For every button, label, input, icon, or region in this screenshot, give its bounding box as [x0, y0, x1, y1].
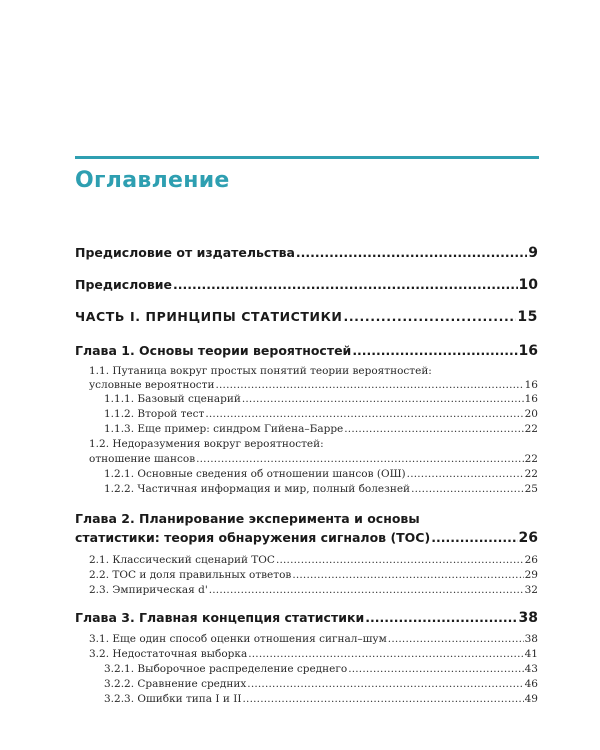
toc-chapter-entry [75, 343, 538, 359]
toc-entry [104, 663, 538, 675]
toc-entry [104, 483, 538, 495]
toc-entry [89, 554, 538, 566]
toc-entry-page: 38 [518, 610, 538, 626]
toc-entry [75, 277, 538, 293]
toc-entry-page: 49 [524, 693, 538, 705]
toc-entry-page: 26 [524, 554, 538, 566]
toc-entry-page: 43 [524, 663, 538, 675]
toc-leader [173, 277, 517, 292]
toc-entry-title: 3.2. Недостаточная выборка [89, 648, 248, 660]
toc-leader [196, 453, 524, 465]
toc-leader [292, 569, 523, 581]
toc-leader [352, 343, 517, 358]
toc-entry-page: 15 [517, 309, 538, 325]
toc-entry [89, 569, 538, 581]
heading-rule [75, 156, 539, 159]
toc-entry-title: 3.2.3. Ошибки типа I и II [104, 693, 242, 705]
toc-entry-page: 22 [524, 423, 538, 435]
toc-entry [89, 633, 538, 645]
toc-entry-title: Предисловие [75, 277, 173, 292]
toc-leader [348, 663, 523, 675]
toc-entry-page: 20 [524, 408, 538, 420]
toc-leader [344, 423, 523, 435]
toc-leader [343, 309, 516, 324]
toc-entry [89, 379, 538, 391]
toc-entry-title: 1.1.1. Базовый сценарий [104, 393, 241, 405]
toc-entry-page: 32 [524, 584, 538, 596]
toc-entry-title: 1.2.2. Частичная информация и мир, полный болезней [104, 483, 411, 495]
toc-entry [104, 423, 538, 435]
toc-entry [104, 678, 538, 690]
toc-leader [276, 554, 524, 566]
toc-entry-page: 22 [524, 468, 538, 480]
toc-chapter-entry [75, 610, 538, 626]
toc-entry-title: 3.2.1. Выборочное распределение среднего [104, 663, 348, 675]
toc-entry-page: 16 [524, 379, 538, 391]
toc-entry-title: 2.1. Классический сценарий ТОС [89, 554, 275, 566]
toc-leader [247, 678, 523, 690]
toc-entry-title: Глава 3. Главная концепция статистики [75, 610, 365, 625]
toc-chapter-entry [75, 530, 538, 546]
toc-leader [365, 610, 517, 625]
toc-entry-page: 22 [524, 453, 538, 465]
toc-entry [104, 693, 538, 705]
toc-entry-title: Предисловие от издательства [75, 245, 295, 260]
toc-entry-page: 41 [524, 648, 538, 660]
toc-leader [215, 379, 523, 391]
toc-entry-page: 29 [524, 569, 538, 581]
toc-entry-title: статистики: теория обнаружения сигналов (ТОС) [75, 530, 431, 545]
toc-entry [104, 393, 538, 405]
toc-entry-page: 16 [524, 393, 538, 405]
toc-leader [209, 584, 524, 596]
page-title: Оглавление [75, 168, 230, 193]
toc-leader [296, 245, 527, 260]
toc-chapter-title-line1: Глава 2. Планирование эксперимента и основы [75, 511, 420, 526]
toc-entry-page: 10 [518, 277, 538, 293]
toc-entry-title: 3.2.2. Сравнение средних [104, 678, 247, 690]
toc-entry-page: 38 [524, 633, 538, 645]
toc-entry-page: 26 [518, 530, 538, 546]
toc-entry [89, 584, 538, 596]
toc-entry-title: ЧАСТЬ I. ПРИНЦИПЫ СТАТИСТИКИ [75, 309, 343, 324]
toc-entry-title: 1.1.2. Второй тест [104, 408, 205, 420]
toc-entry [89, 648, 538, 660]
toc-entry-title: 3.1. Еще один способ оценки отношения сигнал–шум [89, 633, 387, 645]
toc-entry-title-line1: 1.1. Путаница вокруг простых понятий теории вероятностей: [89, 365, 432, 377]
toc-leader [243, 693, 524, 705]
toc-entry-title: Глава 1. Основы теории вероятностей [75, 343, 352, 358]
toc-leader [388, 633, 524, 645]
toc-leader [205, 408, 523, 420]
toc-entry [89, 453, 538, 465]
toc-entry-page: 16 [518, 343, 538, 359]
toc-entry [104, 468, 538, 480]
toc-entry-title: 2.2. ТОС и доля правильных ответов [89, 569, 292, 581]
toc-entry-title: 1.2.1. Основные сведения об отношении шансов (ОШ) [104, 468, 406, 480]
toc-part-entry [75, 309, 538, 325]
toc-entry [104, 408, 538, 420]
toc-entry-title: 2.3. Эмпирическая d' [89, 584, 208, 596]
toc-entry-page: 25 [524, 483, 538, 495]
toc-leader [242, 393, 524, 405]
toc-leader [248, 648, 523, 660]
toc-entry [75, 245, 538, 261]
toc-leader [407, 468, 524, 480]
toc-entry-title: условные вероятности [89, 379, 215, 391]
toc-entry-page: 9 [528, 245, 538, 261]
toc-leader [431, 530, 517, 545]
toc-leader [411, 483, 524, 495]
toc-entry-title: 1.1.3. Еще пример: синдром Гийена–Барре [104, 423, 344, 435]
toc-entry-title-line1: 1.2. Недоразумения вокруг вероятностей: [89, 438, 324, 450]
toc-entry-page: 46 [524, 678, 538, 690]
toc-entry-title: отношение шансов [89, 453, 196, 465]
